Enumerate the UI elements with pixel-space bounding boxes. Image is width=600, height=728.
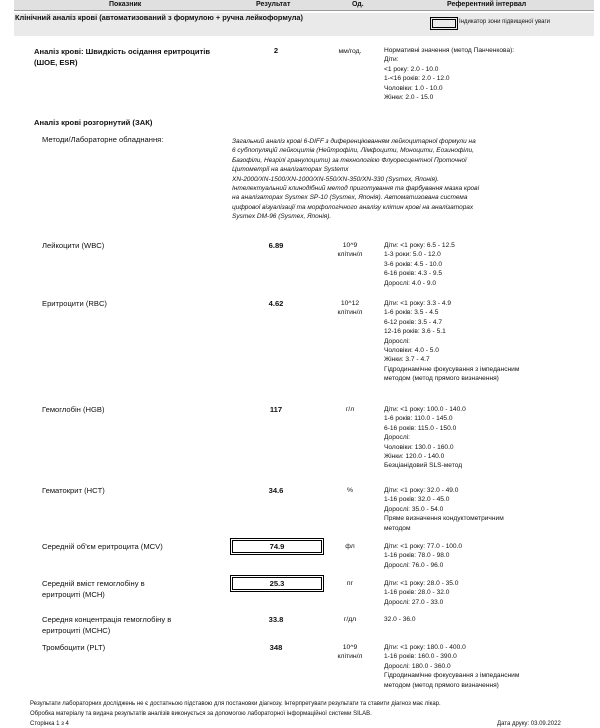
reference-line: Діти: <1 року: 100.0 - 140.0 [384,406,466,413]
unit-line: % [346,487,354,494]
reference-line: 1-16 років: 28.0 - 32.0 [384,589,450,597]
footer-disclaimer: Результати лабораторних досліджень не є достатньою підставою для постановки діагнозу. Інтерпретувати результати та ставити діагноз має лікар. [30,701,441,707]
unit-line: пг [346,580,354,587]
col-result-header: Результат [256,1,291,8]
method-line: Sysmex DM-96 (Sysmex, Японія). [232,213,332,221]
footer-page: Сторінка 1 з 4 [30,721,69,727]
reference-line: 1-16 років: 32.0 - 45.0 [384,496,450,504]
reference-line: Дорослі: 76.0 - 96.0 [384,561,444,569]
col-indicator-header: Показник [109,1,142,8]
reference-interval [384,643,519,690]
reference-interval [384,241,455,288]
esr-unit: мм/год. [338,48,362,55]
result-value: 6.89 [268,241,284,250]
reference-line: Безціанідовий SLS-метод [384,462,463,470]
result-unit [328,615,372,624]
reference-line: Діти: <1 року: 3.3 - 4.9 [384,300,452,307]
analyte-name-line: Середній об'єм еритроцита (MCV) [42,542,163,551]
reference-interval [384,579,458,607]
analyte-name-line: Еритроцити (RBC) [42,299,107,308]
esr-name: Аналіз крові: Швидкість осідання еритроцитів (ШОЕ, ESR) [34,47,211,67]
reference-line: 6-16 років: 4.3 - 9.5 [384,270,443,278]
reference-line: 3-6 років: 4.5 - 10.0 [384,260,443,268]
unit-line: 10^9 [342,242,358,249]
analyte-name-line: Тромбоцити (PLT) [42,643,106,652]
section-title: Клінічний аналіз крові (автоматизований з формулою + ручна лейкоформула) [15,13,303,22]
reference-line: Дорослі: [384,337,410,345]
analyte-name-line: Гематокрит (HCT) [42,486,105,495]
attention-legend-label: Індикатор зони підвищеної уваги [459,19,550,25]
method-line: Інтелектуальний клинодібний метод приготування та фарбування мазка крові [232,185,480,193]
result-unit [328,542,372,551]
reference-interval [384,486,504,533]
analyte-name [42,485,105,496]
reference-line: 1-<16 років: 2.0 - 12.0 [384,75,450,83]
zak-title: Аналіз крові розгорнутий (ЗАК) [34,118,153,127]
result-unit [328,579,372,588]
reference-line: Нормативні значення (метод Панченкова): [384,47,515,54]
reference-line: Діти: <1 року: 77.0 - 100.0 [384,543,463,550]
analyte-name-line: Лейкоцити (WBC) [42,241,105,250]
result-value: 348 [269,643,283,652]
reference-interval [384,542,462,570]
method-line: XN-2000/XN-1500/XN-1000/XN-550/XN-350/XN-330 (Sysmex, Японія). [232,175,439,183]
unit-line: 10^12 [340,300,360,307]
reference-line: Жінки: 3.7 - 4.7 [384,356,430,364]
reference-line: Діти: <1 року: 180.0 - 400.0 [384,644,466,651]
esr-value: 2 [273,46,279,55]
unit-line: клітин/л [337,653,363,660]
reference-line: Чоловіки: 130.0 - 160.0 [384,443,454,451]
unit-line: 10^9 [342,644,358,651]
reference-line: Діти: <1 року: 32.0 - 49.0 [384,487,459,494]
reference-line: <1 року: 2.0 - 10.0 [384,65,439,73]
result-unit [328,405,372,414]
flagged-result-value: 74.9 [230,538,324,555]
reference-line: Дорослі: 180.0 - 360.0 [384,662,451,670]
reference-line: Дорослі: 27.0 - 33.0 [384,598,444,606]
reference-line: 6-12 років: 3.5 - 4.7 [384,318,443,326]
analyte-name [42,298,107,309]
analyte-name [42,541,163,552]
methods-text [232,137,552,222]
analyte-name-line: Середня концентрація гемоглобіну в [42,615,172,624]
esr-reference [384,46,514,102]
reference-line: Дорослі: 4.0 - 9.0 [384,279,437,287]
reference-interval [384,405,466,471]
analyte-name-line: Середній вміст гемоглобіну в [42,579,145,588]
reference-line: 12-16 років: 3.6 - 5.1 [384,328,446,336]
analyte-name-line: Гемоглобін (HGB) [42,405,105,414]
reference-line: Діти: <1 року: 6.5 - 12.5 [384,242,455,249]
reference-line: Чоловіки: 4.0 - 5.0 [384,347,439,355]
unit-line: г/л [345,406,355,413]
result-unit [328,241,372,259]
method-line: 6 субпопуляцій лейкоцитів (Нейтрофіли, Лімфоцити, Моноцити, Еозинофіли, [232,147,474,155]
reference-line: методом [384,524,411,532]
flagged-result-value: 25.3 [230,575,324,592]
reference-line: методом (метод прямого визначення) [384,681,499,689]
reference-line: методом (метод прямого визначення) [384,375,499,383]
footer-print-date: Дата друку: 03.09.2022 [497,721,561,727]
table-header [14,0,594,11]
unit-line: фл [345,543,355,550]
attention-legend-box [430,17,458,30]
result-value: 4.62 [268,299,284,308]
reference-line: Чоловіки: 1.0 - 10.0 [384,84,443,92]
reference-line: Діти: [384,56,399,64]
unit-line: г/дл [343,616,357,623]
reference-line: 6-16 років: 115.0 - 150.0 [384,424,457,432]
col-ref-header: Референтний інтервал [447,1,527,8]
reference-line: Пряме визначення кондуктометричним [384,515,504,523]
reference-line: Діти: <1 року: 28.0 - 35.0 [384,580,459,587]
reference-interval [384,299,519,384]
footer-silab: Обробка матеріалу та видача результатів аналізів виконується за допомогою лабораторної інформаційної системи SILAB. [30,711,372,717]
unit-line: клітин/л [337,251,363,258]
analyte-name [42,642,105,653]
analyte-name [42,578,145,600]
reference-line: Гідродинамічне фокусування з імпедансним [384,672,520,680]
reference-line: 1-3 роки: 5.0 - 12.0 [384,251,441,259]
methods-label: Методи/Лабораторне обладнання: [42,135,164,144]
unit-line: клітин/л [337,309,363,316]
analyte-name [42,404,104,415]
result-unit [328,486,372,495]
reference-line: Дорослі: 35.0 - 54.0 [384,505,444,513]
col-unit-header: Од. [352,1,364,8]
method-line: Цитометрії на аналізаторах Systemx [232,166,349,174]
method-line: Базофіли, Незрілі гранулоцити) за технологією Флуоресцентної Проточної [232,156,467,164]
reference-line: Дорослі: [384,434,410,442]
reference-line: 32.0 - 36.0 [384,616,416,623]
reference-interval [384,615,416,624]
analyte-name-line: еритроциті (MCHC) [42,626,111,635]
analyte-name [42,614,171,636]
reference-line: Жінки: 120.0 - 140.0 [384,453,445,461]
method-line: Загальний аналіз крові 6-DIFF з диференціюванням лейкоцитарної формули на [232,138,476,145]
reference-line: 1-16 років: 160.0 - 390.0 [384,653,457,661]
result-value: 117 [269,405,283,414]
method-line: цифрової візуалізації та морфологічного аналізу клітин крові на аналізаторах [232,203,474,211]
reference-line: Жінки: 2.0 - 15.0 [384,94,434,102]
result-unit [328,299,372,317]
result-unit [328,643,372,661]
analyte-name [42,240,104,251]
method-line: на аналізаторах Sysmex SP-10 (Sysmex, Японія). Автоматизована система [232,194,468,202]
analyte-name-line: еритроциті (MCH) [42,590,105,599]
reference-line: 1-16 років: 78.0 - 98.0 [384,552,450,560]
reference-line: Гідродинамічне фокусування з імпедансним [384,365,520,373]
reference-line: 1-6 років: 110.0 - 145.0 [384,415,453,423]
reference-line: 1-6 років: 3.5 - 4.5 [384,309,439,317]
result-value: 34.6 [268,486,284,495]
result-value: 33.8 [268,615,284,624]
